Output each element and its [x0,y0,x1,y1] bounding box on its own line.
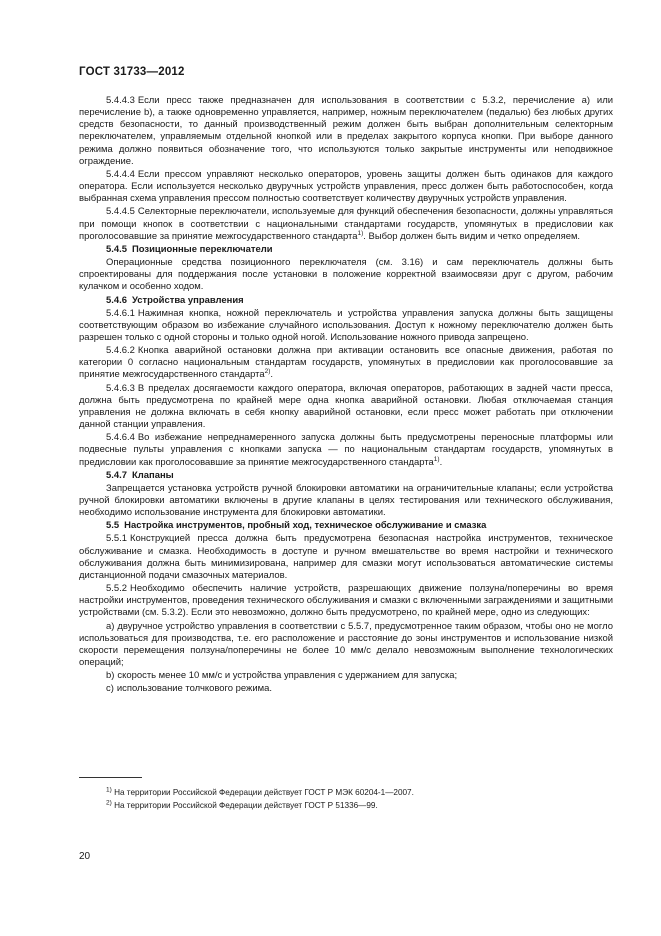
clause-number: 5.4.6.2 [106,345,135,357]
list-item [79,621,613,670]
clause-number: 5.4.4.3 [106,95,135,106]
clause-text: двуручное устройство управления в соответствии с 5.5.7, предусмотренное таким образом, чтобы оно не могло использоваться для производства, т.е. его расположение и расстояние до зоны инструментов и использование низкой скорости перемещения ползуна/поперечины не более 10 мм/с делало невозможным выполнение технологических операций; [79,620,613,669]
paragraph [79,432,613,468]
list-item [79,670,613,682]
clause-text: В пределах досягаемости каждого оператора, включая операторов, работающих в задней части пресса, должна быть предусмотрена по крайней мере одна кнопка аварийной остановки. Любая отключаемая станция управления не должна включать в себя кнопку аварийной остановки, если пресс может работать при отключении данной станции управления. [79,382,613,431]
clause-number: 5.4.6.4 [106,432,135,444]
paragraph [79,583,613,619]
clause-number: 5.4.5 [106,243,127,255]
paragraph [79,345,613,381]
paragraph [79,533,613,582]
clause-number: 5.4.4.4 [106,168,135,180]
paragraph [79,483,613,519]
clause-text: Позиционные переключатели [132,243,273,255]
document-body [79,95,613,697]
footnote-mark: 2) [106,799,112,807]
footnote-text: На территории Российской Федерации действует ГОСТ Р МЭК 60204-1—2007. [114,788,414,797]
clause-text: Кнопка аварийной остановки должна при активации остановить все опасные движения, работая по категории 0 согласно национальным стандартам государств, упомянутых в предисловии как проголосовавшие за принятие межгосударственного стандарта [79,345,613,381]
clause-text-tail: . Выбор должен быть видим и четко определяем. [363,230,581,242]
footnote-mark: 1) [106,786,112,794]
footnote [79,799,613,812]
paragraph [79,257,613,293]
clause-number: 5.4.6 [106,294,127,306]
section-heading [79,244,613,256]
paragraph [79,308,613,344]
clause-number: а) [106,620,115,632]
section-heading [79,470,613,482]
section-heading [79,520,613,532]
clause-text: Устройства управления [132,294,244,306]
clause-text: Конструкцией пресса должна быть предусмотрена безопасная настройка инструментов, техническое обслуживание и смазка. Необходимость в доступе и ручном вмешательстве во время настройки и технического обслуживания должна быть минимизирована, например для смазки могут использоваться автоматические системы дистанционной подачи смазочных материалов. [79,533,613,581]
clause-number: 5.5.1 [106,533,127,545]
clause-number: c) [106,683,114,695]
clause-text-tail: . [270,369,274,381]
clause-number: 5.4.4.5 [106,206,135,218]
clause-text: Необходимо обеспечить наличие устройств, разрешающих движение ползуна/поперечины во время настройки инструментов, проведения технического обслуживания и смазки с включенными заграждениями и защитными устройствами (см. 5.3.2). Если это невозможно, должно быть предусмотрено, по крайней мере, одно из следующих: [79,583,613,619]
clause-number: 5.4.6.1 [106,307,135,319]
clause-text: Во избежание непреднамеренного запуска должны быть предусмотрены переносные платформы или подвесные пульты управления с кнопками запуска — по национальным стандартам государств, упомянутых в предисловии как проголосовавшие за принятие межгосударственного стандарта [79,432,613,468]
paragraph [79,383,613,432]
footnote-ref[interactable]: 2) [264,368,271,376]
section-heading [79,295,613,307]
page-number: 20 [79,851,91,862]
clause-text: Нажимная кнопка, ножной переключатель и устройства управления запуска должны быть защищены соответствующим образом во избежание случайного использования. Доступ к ножному переключателю должен быть разрешен только с одной стороны и только одной ногой. Использование ножного привода запрещено. [79,307,613,343]
clause-text: Если пресс также предназначен для использования в соответствии с 5.3.2, перечисление а) или перечисление b), а также одновременно управляется, например, ножным переключателем (педалью) без любых других средств безопасности, то данный производственный режим должен быть выбран дополнительным селекторным переключателем, управляемым отдельной кнопкой или в пределах закрытого корпуса кнопки. При выборе данного режима должно появиться обозначение того, что используются только закрытые инструменты или неподвижное ограждение. [79,95,613,167]
clause-number: b) [106,670,115,682]
paragraph [79,169,613,205]
footnote-rule [79,777,142,778]
clause-number: 5.4.6.3 [106,382,135,394]
clause-number: 5.5 [106,520,120,532]
clause-text: скорость менее 10 мм/с и устройства управления с удержанием для запуска; [117,670,458,682]
footnote-ref[interactable]: 1) [433,455,440,463]
footnote [79,786,613,799]
clause-text: Настройка инструментов, пробный ход, техническое обслуживание и смазка [124,520,487,532]
clause-text: Клапаны [132,469,174,481]
paragraph [79,95,613,168]
clause-number: 5.5.2 [106,583,127,595]
clause-text: Селекторные переключатели, используемые для функций обеспечения безопасности, должны управляться при помощи кнопок в соответствии с национальными стандартами государств, упомянутых в предисловии как проголосовавшие за принятие межгосударственного стандарта [79,206,613,242]
paragraph [79,206,613,242]
clause-number: 5.4.7 [106,469,127,481]
clause-text-tail: . [439,456,443,468]
footnotes [79,786,613,812]
footnote-text: На территории Российской Федерации действует ГОСТ Р 51336—99. [114,801,378,810]
clause-text: Запрещается установка устройств ручной блокировки автоматики на ограничительные клапаны; если устройства ручной блокировки автоматики включены в другие клапаны в целях тестирования или технического обслуживания, необходимо использование инструмента для блокировки автоматики. [79,482,613,519]
page-header: ГОСТ 31733—2012 [79,66,185,78]
clause-text: использование толчкового режима. [116,683,272,695]
footnote-ref[interactable]: 1) [357,229,364,237]
list-item [79,683,613,695]
clause-text: Если прессом управляют несколько операторов, уровень защиты должен быть одинаков для каждого оператора. Если используется несколько двуручных устройств управления, пресс должен быть работоспособен, когда выбранная схема управления прессом полностью соответствует количеству двуручных устройств управления. [79,168,613,205]
clause-text: Операционные средства позиционного переключателя (см. 3.16) и сам переключатель должны быть спроектированы для поддержания после установки в положение корректной взаимосвязи друг с другом, рабочим кулачком и особенно ходом. [79,257,613,293]
